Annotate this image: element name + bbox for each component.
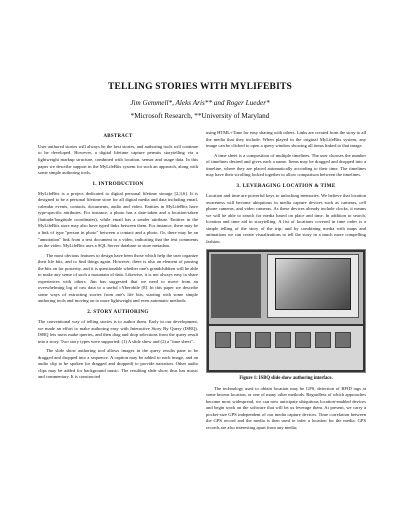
abstract-heading: ABSTRACT bbox=[103, 134, 133, 139]
right-paragraph-1: using HTML+Time for easy sharing with others. Links are created from the story to all the media that they include. When played in the original MyLifeBits system, any image can be clicked to open a query window showing all items linked to that image. bbox=[206, 130, 366, 149]
figure-thumbnail bbox=[295, 332, 311, 348]
figure-thumbnail bbox=[215, 332, 231, 348]
introduction-paragraph-2: The most obvious features to design have been those which help the user organize their life bits, and to find things again. However, there is also an element of passing the bits on for posterity, and it is questionable whether one's grandchildren will be able to make any sense of such a mountain of data. Likewise, it is not always easy to share experiences with others. Jim has suggested that we need to move from an overwhelming log of raw data to a useful cYberobile [8]. In this paper we describe some ways of extracting stories from one's life bits, starting with some simple authoring tools and moving on to more lightweight and even automatic methods. bbox=[38, 252, 198, 304]
location-paragraph-2: The technology used to obtain location may be GPS, detection of RFID tags at some known location, or one of many other methods. Regardless of which approaches become most widespread, we can now anticipate ubiquitous location-enabled devices and begin work on the software that will let us leverage them. At present, we carry a pocket-size GPS independent of our media capture devices. Time correlation between the GPS record and the media is then used to infer a location for the media. GPS records are also interesting apart from any media; bbox=[206, 385, 366, 430]
left-column bbox=[38, 130, 198, 384]
introduction-heading: 1. INTRODUCTION bbox=[92, 180, 144, 187]
paper-title: TELLING STORIES WITH MYLIFEBITS bbox=[107, 82, 293, 92]
right-paragraph-2: A time sheet is a composition of multiple timelines. The user chooses the number of timelines desired and gives each a name. Items may be dragged and dropped into a timeline, where they are placed automatically according to their time. The timelines may have their scrolling locked together to allow comparison between the timelines. bbox=[206, 152, 366, 178]
paper-affiliation: *Microsoft Research, **University of Maryland bbox=[130, 112, 270, 120]
figure-photo bbox=[275, 258, 351, 310]
figure-thumbnail bbox=[235, 332, 251, 348]
abstract-text: User authored stories will always be the best stories, and authoring tools will continue to be developed. However, a digital lifetime capture permits storytelling via a lightweight markup structure, combined with location, sensor and usage data. In this paper we describe support in the MyLifeBits system for such an approach, along with some simple authoring tools. bbox=[38, 143, 198, 176]
figure-thumbnail bbox=[315, 332, 331, 348]
figure-thumbnail bbox=[255, 332, 271, 348]
story-authoring-paragraph-2: The slide show authoring tool allows images in the query results pane to be dragged and dropped into a sequence. A caption may be added to each image, and an audio clip to be spoken (or dragged and dropped) to provide narration. Other audio clips may be added for background music. The resulting slide show thus has music and commentary. It is constructed bbox=[38, 348, 198, 380]
right-column bbox=[206, 130, 366, 434]
location-paragraph-1: Location and time are powerful keys to unlocking memories. We believe that location awareness will become ubiquitous in media capture devices such as cameras, cell phone cameras, and video cameras. As these devices already include clocks, it means we will be able to search for media based on place and time. In addition to search, location and time aid in storytelling. A list of locations covered in time order is a simple telling of the story of the trip, and by combining media with maps and animations we can create visualizations to tell the story in a much more compelling fashion. bbox=[206, 192, 366, 244]
paper-authors: Jim Gemmell*, Aleks Aris** and Roger Lueder* bbox=[130, 99, 270, 107]
location-heading: 3. LEVERAGING LOCATION & TIME bbox=[236, 182, 336, 189]
isbq-figure bbox=[206, 249, 366, 373]
figure-thumbnail bbox=[335, 332, 351, 348]
figure-thumbnail-strip bbox=[209, 326, 363, 370]
story-authoring-heading: 2. STORY AUTHORING bbox=[87, 308, 149, 315]
introduction-paragraph-1: MyLifeBits is a project dedicated to digital personal lifetime storage [2,3,6]. It is designed to be a personal lifetime store for all digital media and data including email, calendar events, contacts, documents, audio and video. Entities in MyLifeBits have type-specific attributes. For instance, a photo has a date-taken and a location-taken (latitude/longitude coordinates), while email has a sender attribute. Entities in the MyLifeBits store may also have typed links between them. For instance, there may be a link of type "person in photo" between a contact and a photo. Or, there may be an "annotation" link from a text document to a video, indicating that the text comments on the video. MyLifeBits uses a SQL Server database to store metadata. bbox=[38, 190, 198, 249]
figure-thumbnail bbox=[275, 332, 291, 348]
figure-query-pane bbox=[211, 254, 261, 318]
figure-caption: Figure 1: ISBQ slide show authoring interface. bbox=[239, 376, 333, 382]
story-authoring-paragraph-1: The conventional way of telling stories is to author them. Early in our development, we made an effort to make authoring easy with Interactive Story By Query (ISBQ). ISBQ lets users make queries, and then drag and drop selections from the query result into a story. Two story types were supported: (1) A slide show and (2) a "time sheet". bbox=[38, 319, 198, 344]
